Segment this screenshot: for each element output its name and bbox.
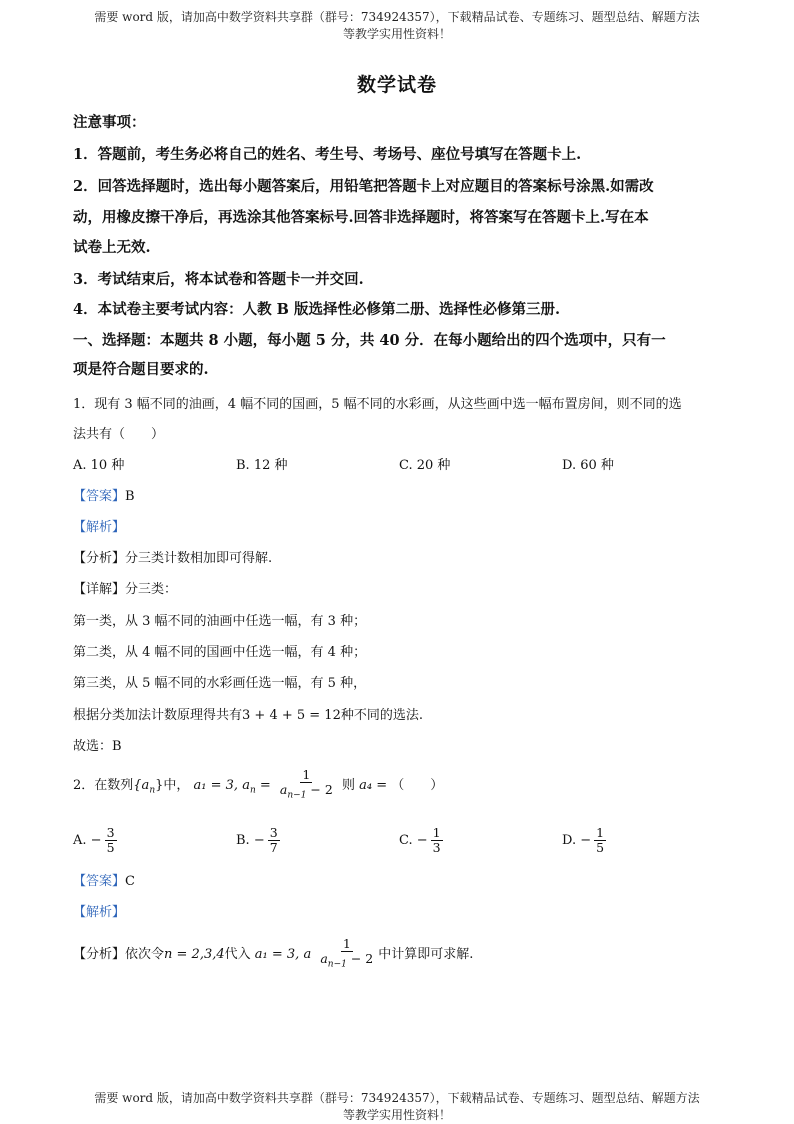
q1-stem-a: 1．现有 3 幅不同的油画，4 幅不同的国画，5 幅不同的水彩画，从这些画中选一幅布置房间，则不同的选 (73, 397, 682, 412)
q2-frac-den: $a_{n-1} - 2$ (279, 782, 333, 801)
q1-option-b: B. 12 种 (236, 458, 288, 473)
q1-detail-4a: 根据分类加法计数原理得共有 (73, 708, 243, 723)
q2-seq-close: } (155, 777, 164, 793)
q1-option-d: D. 60 种 (562, 458, 614, 473)
fenxi-tag: 【分析】 (73, 946, 126, 962)
q2-cond-sub: n (249, 785, 256, 796)
q1-detail-4b: 种不同的选法. (340, 708, 423, 723)
q1-fenxi-text: 分三类计数相加即可得解. (125, 551, 273, 566)
q2-options (73, 826, 733, 855)
q2-answer-value: C (125, 874, 135, 889)
q1-options (73, 454, 733, 473)
answer-tag: 【答案】 (73, 874, 126, 889)
q1-analysis-tag: 【解析】 (73, 520, 126, 535)
notice-item-2a: 2．回答选择题时，选出每小题答案后，用铅笔把答题卡上对应题目的答案标号涂黑.如需改 (73, 178, 654, 195)
q2-answer (73, 870, 135, 889)
q1-detail-2: 第二类，从 4 幅不同的国画中任选一幅，有 4 种； (73, 645, 367, 660)
q1-detail-1: 第一类，从 3 幅不同的油画中任选一幅，有 3 种； (73, 614, 367, 629)
q2-paren: （ ） (391, 777, 444, 793)
notice-item-1: 1．答题前，考生务必将自己的姓名、考生号、考场号、座位号填写在答题卡上. (73, 146, 582, 163)
q2-seq-sub: n (149, 785, 156, 796)
q2-stem (73, 768, 443, 803)
notice-item-4: 4．本试卷主要考试内容：人教 B 版选择性必修第二册、选择性必修第三册. (73, 301, 560, 318)
q2-option-c: C. − $\frac{1}{3}$ (399, 825, 441, 855)
q1-choice: 故选：B (73, 739, 122, 754)
q1-equation: 3 + 4 + 5 = 12 (242, 708, 341, 723)
q2-option-b: B. − $\frac{3}{7}$ (236, 825, 278, 855)
section-heading-a: 一、选择题：本题共 8 小题，每小题 5 分，共 40 分．在每小题给出的四个选项中，只有一 (73, 332, 666, 349)
footer-line-1: 需要 word 版，请加高中数学资料共享群（群号：734924357），下载精品试卷、专题练习、题型总结、解题方法 (94, 1091, 700, 1105)
footer-line-2: 等教学实用性资料！ (342, 1108, 451, 1122)
notice-item-2c: 试卷上无效. (73, 239, 151, 256)
q1-answer-value: B (125, 489, 135, 504)
q1-detail (73, 578, 177, 597)
page-footer (60, 1090, 734, 1124)
q2-n-values: n = 2,3,4 (164, 946, 225, 962)
section-heading-b: 项是符合题目要求的. (73, 361, 209, 378)
q2-stem-then: 则 (341, 777, 355, 793)
q2-seq: {a (133, 777, 150, 793)
q2-option-a: A. − $\frac{3}{5}$ (73, 825, 115, 855)
q2-analysis-tag: 【解析】 (73, 905, 126, 920)
q2-option-d: D. − $\frac{1}{5}$ (562, 825, 605, 855)
q2-recurrence-fraction (278, 768, 335, 803)
notice-heading: 注意事项： (73, 114, 146, 131)
page-header (60, 9, 734, 43)
q1-detail-4 (73, 704, 423, 723)
q1-stem-b: 法共有（ ） (73, 427, 165, 442)
q2-fenxi: 【分析】依次令n = 2,3,4代入 a₁ = 3, a $\frac{1}{a_{n-1} - 2}$ 中计算即可求解. (73, 936, 474, 970)
q2-stem-mid: 中， (163, 777, 190, 793)
notice-item-3: 3．考试结束后，将本试卷和答题卡一并交回. (73, 271, 364, 288)
header-line-2: 等教学实用性资料！ (342, 27, 451, 41)
q1-detail-text: 分三类： (125, 582, 178, 597)
q2-target: a₄ = (359, 777, 388, 793)
page-title: 数学试卷 (356, 74, 437, 96)
q1-detail-3: 第三类，从 5 幅不同的水彩画任选一幅，有 5 种， (73, 676, 367, 691)
notice-item-2b: 动，用橡皮擦干净后，再选涂其他答案标号.回答非选择题时，将答案写在答题卡上.写在本 (73, 209, 649, 226)
fenxi-tag: 【分析】 (73, 551, 126, 566)
header-line-1: 需要 word 版，请加高中数学资料共享群（群号：734924357），下载精品试卷、专题练习、题型总结、解题方法 (94, 10, 700, 24)
answer-tag: 【答案】 (73, 489, 126, 504)
q2-stem-prefix: 2．在数列 (73, 777, 134, 793)
q1-answer (73, 485, 135, 504)
q1-option-a: A. 10 种 (73, 458, 125, 473)
q2-cond: a₁ = 3, a (193, 777, 250, 793)
q2-frac-num: 1 (302, 767, 311, 782)
q1-option-c: C. 20 种 (399, 458, 451, 473)
detail-tag: 【详解】 (73, 582, 126, 597)
q2-eq: = (255, 777, 271, 793)
q1-fenxi (73, 547, 272, 566)
q2-fenxi-fraction: $\frac{1}{a_{n-1} - 2}$ (320, 936, 374, 970)
